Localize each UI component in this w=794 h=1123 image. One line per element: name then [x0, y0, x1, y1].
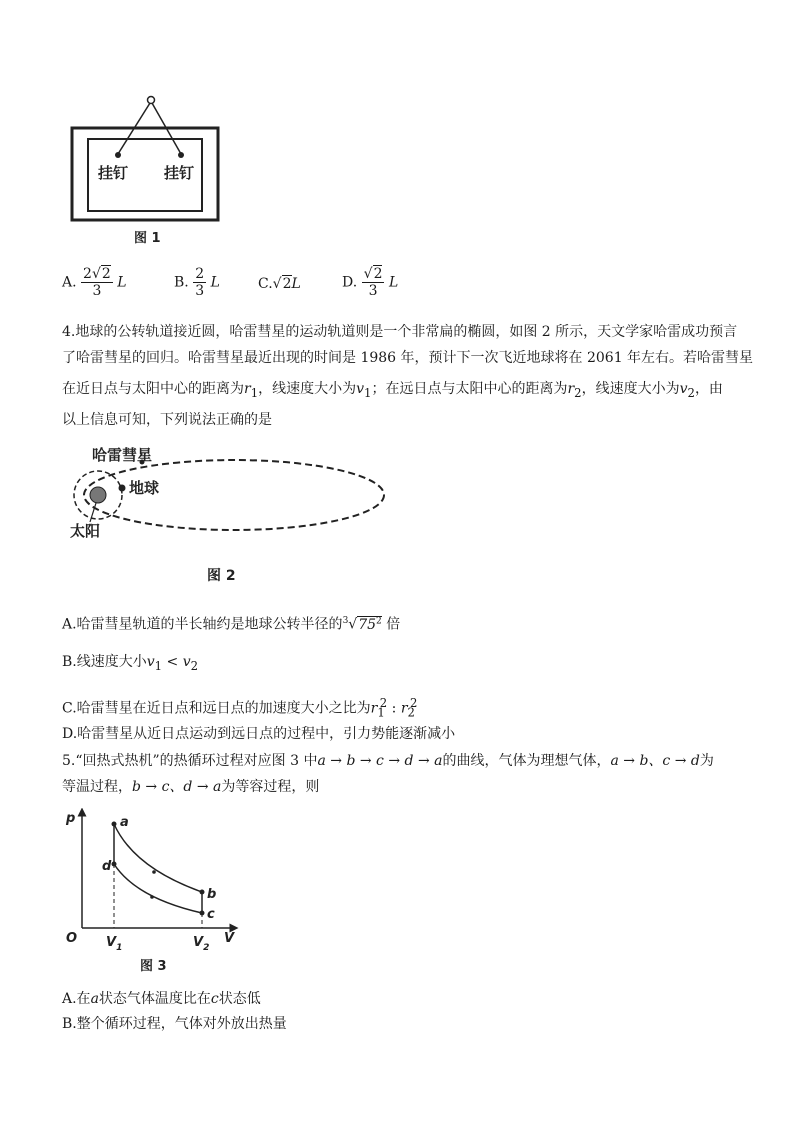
q5-line-2: 等温过程，b → c、d → a为等容过程，则 [62, 779, 320, 795]
svg-text:a: a [120, 815, 129, 830]
q4-option-d: D.哈雷彗星从近日点运动到远日点的过程中，引力势能逐渐减小 [62, 726, 456, 742]
earth-dot [119, 485, 126, 492]
hook-ring [148, 97, 155, 104]
earth-label: 地球 [129, 479, 160, 497]
q4-option-c: C.哈雷彗星在近日点和远日点的加速度大小之比为$r_1^2$ : $r_2^2$ [62, 696, 418, 720]
q3-option-d: D. $\frac{√2}{3}$ L [342, 266, 399, 299]
svg-text:p: p [66, 811, 76, 826]
figure-3 [62, 808, 252, 978]
nail-left-label: 挂钉 [98, 164, 129, 182]
isotherm-ab [114, 824, 202, 892]
fraction: $\frac{2√2}{3}$ [83, 266, 111, 299]
svg-text:O: O [66, 931, 78, 946]
q3-option-a: A. $\frac{2√2}{3}$ L [62, 266, 127, 299]
fig2-caption: 图 2 [207, 568, 236, 584]
svg-text:c: c [207, 907, 215, 922]
q3-option-b: B. $\frac{2}{3}$ L [174, 266, 220, 299]
sun-label: 太阳 [70, 522, 101, 540]
q4-line-2: 了哈雷彗星的回归。哈雷彗星最近出现的时间是 1986 年，预计下一次飞近地球将在 2061 年左右。若哈雷彗星 [62, 350, 754, 366]
q3-option-c: C.√2L [258, 276, 301, 292]
svg-text:b: b [207, 887, 217, 902]
nail-right-label: 挂钉 [164, 164, 195, 182]
q5-line-1: 5.“回热式热机”的热循环过程对应图 3 中a → b → c → d → a的曲线，气体为理想气体，a → b、c → d为 [62, 753, 714, 769]
q5-option-b: B.整个循环过程，气体对外放出热量 [62, 1016, 287, 1032]
svg-text:d: d [102, 859, 112, 874]
q4-option-b: B.线速度大小$v_1 < v_2$ [62, 654, 199, 673]
frame-outer [72, 128, 218, 220]
fig3-caption: 图 3 [140, 959, 167, 974]
q4-line-3: 在近日点与太阳中心的距离为$r_1$，线速度大小为$v_1$；在远日点与太阳中心的距离为$r_2$，线速度大小为$v_2$，由 [62, 381, 723, 400]
figure-2 [62, 440, 392, 590]
q4-line-1: 4.地球的公转轨道接近圆，哈雷彗星的运动轨道则是一个非常扁的椭圆，如图 2 所示，天文学家哈雷成功预言 [62, 324, 738, 340]
nail-left-dot [115, 152, 121, 158]
comet-label: 哈雷彗星 [92, 446, 153, 464]
figure-1 [66, 92, 226, 252]
sun-icon [90, 487, 106, 503]
svg-text:V2: $V_2$ [193, 935, 210, 953]
q5-option-a: A.在a状态气体温度比在c状态低 [62, 991, 261, 1007]
q4-option-a: A.哈雷彗星轨道的半长轴约是地球公转半径的$^3√75^2$ 倍 [62, 616, 401, 633]
svg-text:V: V [224, 931, 235, 946]
nail-right-dot [178, 152, 184, 158]
q4-line-4: 以上信息可知，下列说法正确的是 [62, 412, 272, 428]
fraction: $\frac{2}{3}$ [195, 266, 205, 299]
svg-text:V1: $V_1$ [106, 935, 123, 953]
fig1-caption: 图 1 [134, 231, 161, 246]
fraction: $\frac{√2}{3}$ [363, 266, 383, 299]
